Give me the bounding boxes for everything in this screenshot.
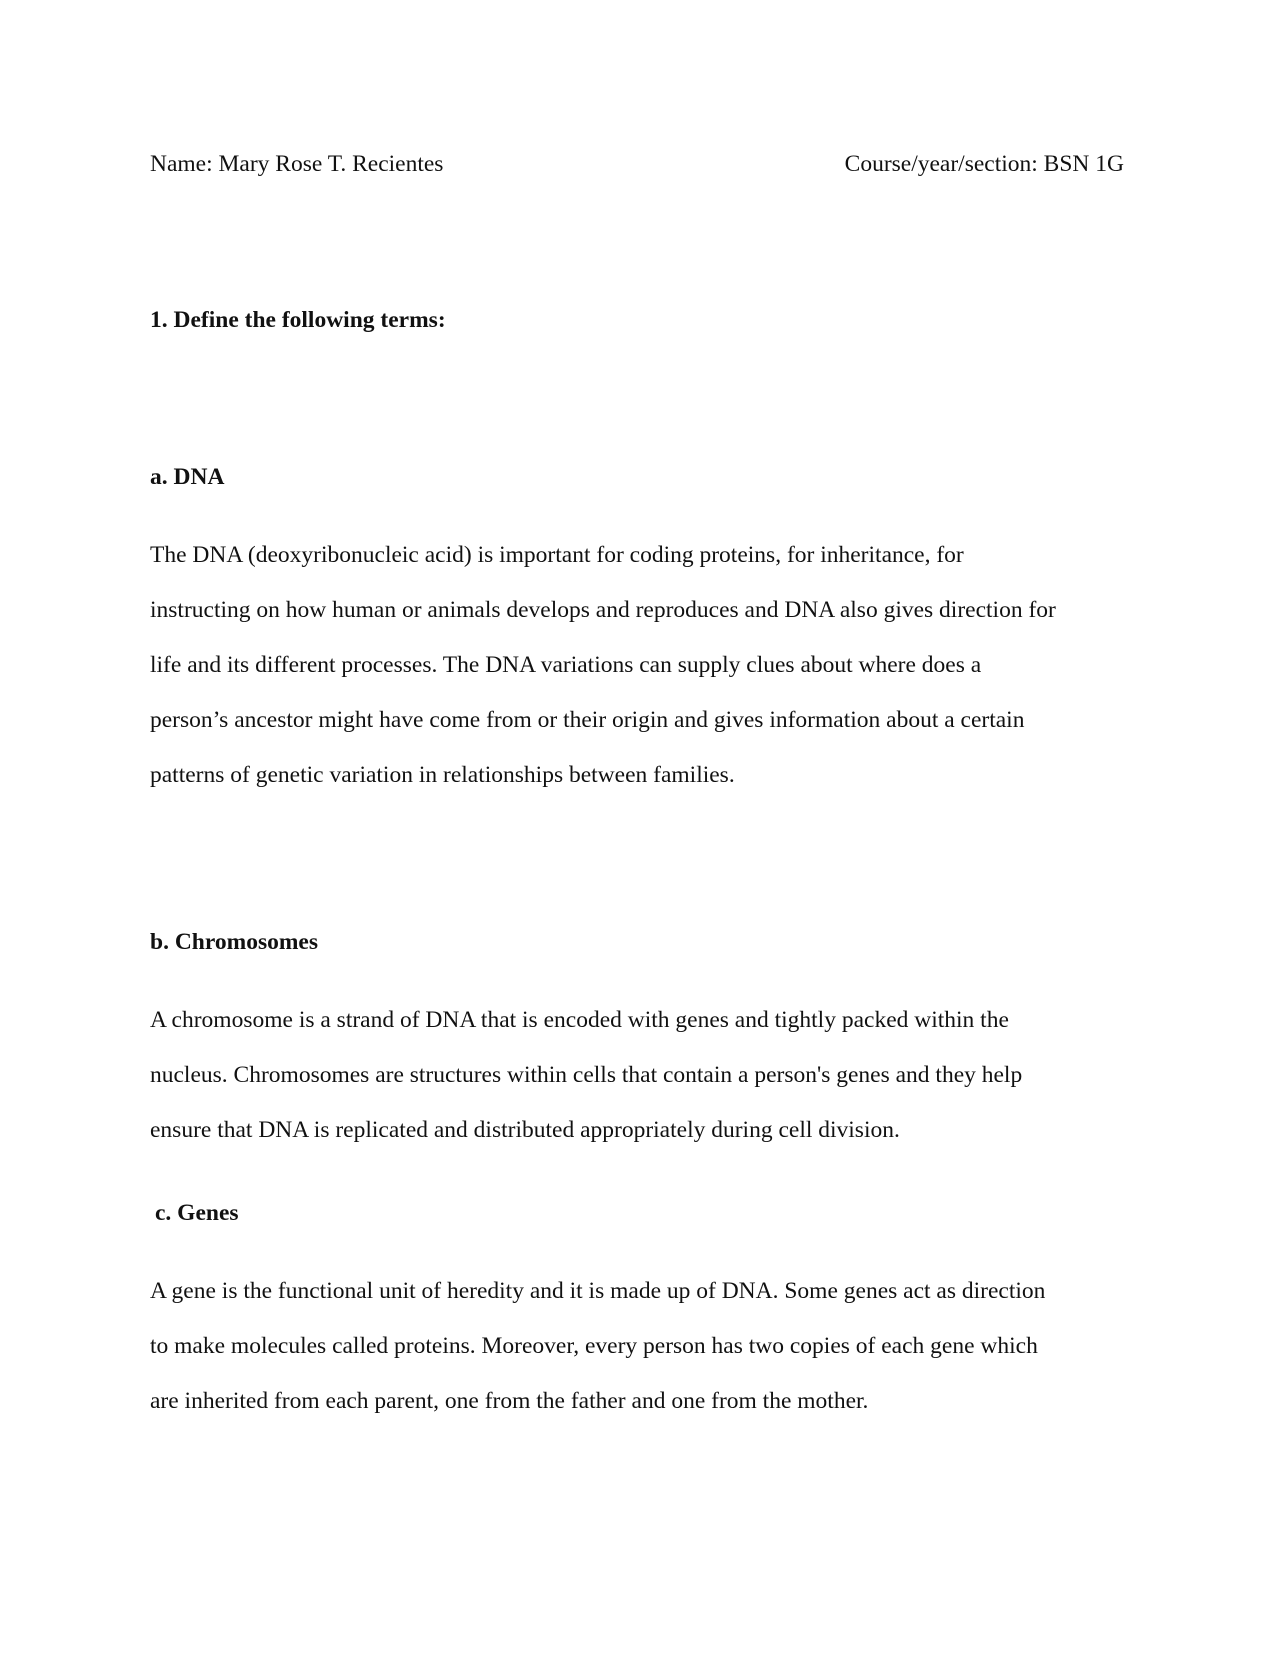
question-heading: 1. Define the following terms: [150, 307, 446, 333]
paragraph-line: instructing on how human or animals develops and reproduces and DNA also gives direction for [150, 597, 1056, 623]
term-heading-chromosomes: b. Chromosomes [150, 929, 318, 955]
paragraph-line: person’s ancestor might have come from or their origin and gives information about a certain [150, 707, 1025, 733]
student-name: Name: Mary Rose T. Recientes [150, 151, 444, 177]
paragraph-line: nucleus. Chromosomes are structures within cells that contain a person's genes and they help [150, 1062, 1023, 1088]
paragraph-line: A gene is the functional unit of heredity and it is made up of DNA. Some genes act as direction [150, 1278, 1046, 1304]
course-year-section: Course/year/section: BSN 1G [844, 151, 1124, 177]
paragraph-line: to make molecules called proteins. Moreover, every person has two copies of each gene which [150, 1333, 1038, 1359]
paragraph-line: The DNA (deoxyribonucleic acid) is important for coding proteins, for inheritance, for [150, 542, 964, 568]
term-heading-genes: c. Genes [155, 1200, 239, 1226]
paragraph-line: life and its different processes. The DNA variations can supply clues about where does a [150, 652, 982, 678]
paragraph-line: ensure that DNA is replicated and distributed appropriately during cell division. [150, 1117, 900, 1143]
paragraph-line: are inherited from each parent, one from the father and one from the mother. [150, 1388, 869, 1414]
term-heading-dna: a. DNA [150, 464, 225, 490]
paragraph-line: A chromosome is a strand of DNA that is encoded with genes and tightly packed within the [150, 1007, 1009, 1033]
paragraph-line: patterns of genetic variation in relationships between families. [150, 762, 735, 788]
